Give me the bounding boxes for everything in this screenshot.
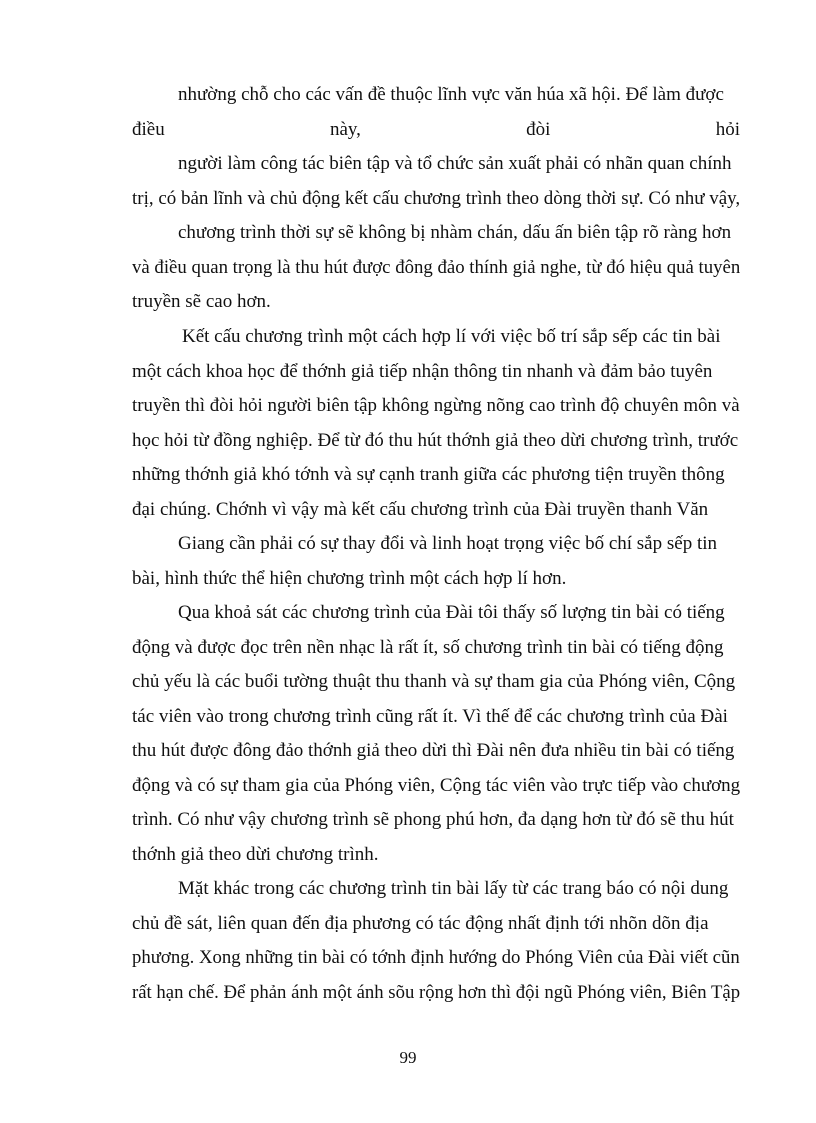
line-text: rất hạn chế. Để phản ánh một ánh sõu rộng hơn thì đội ngũ Phóng viên, Biên Tập [132,982,741,1003]
line-text: và điều quan trọng là thu hút được đông đảo thính giả nghe, từ đó hiệu quả tuyên [132,257,741,278]
page-number: 99 [399,1048,417,1067]
line-text: thớnh giả theo dừi chương trình. [132,844,379,865]
line-text: chủ đề sát, liên quan đến địa phương có tác động nhất định tới nhõn dõn địa [132,913,709,934]
line-text: tác viên vào trong chương trình cũng rất ít. Vì thế để các chương trình của Đài [132,706,728,727]
line-text: học hỏi từ đồng nghiệp. Để từ đó thu hút thớnh giả theo dừi chương trình, trước [132,430,739,451]
justified-words [132,118,740,142]
line-text: trị, có bản lĩnh và chủ động kết cấu chương trình theo dòng thời sự. Có như vậy, [132,188,741,209]
line-text: đại chúng. Chớnh vì vậy mà kết cấu chương trình của Đài truyền thanh Văn [132,499,709,520]
line-text: trình. Có như vậy chương trình sẽ phong phú hơn, đa dạng hơn từ đó sẽ thu hút [132,809,734,830]
line-text: một cách khoa học để thớnh giả tiếp nhận thông tin nhanh và đảm bảo tuyên [132,361,713,382]
word: hỏi [715,119,740,140]
line-text: truyền sẽ cao hơn. [132,291,271,312]
line-text: chương trình thời sự sẽ không bị nhàm chán, dấu ấn biên tập rõ ràng hơn [178,222,732,243]
line-text: phương. Xong những tin bài có tớnh định hướng do Phóng Viên của Đài viết cũn [132,947,740,968]
line-text: những thớnh giả khó tớnh và sự cạnh tranh giữa các phương tiện truyền thông [132,464,725,485]
line-text: người làm công tác biên tập và tổ chức sản xuất phải có nhãn quan chính [178,153,732,174]
line-text: truyền thì đòi hỏi người biên tập không ngừng nõng cao trình độ chuyên môn và [132,395,740,416]
line-text: động và có sự tham gia của Phóng viên, Cộng tác viên vào trực tiếp vào chương [132,775,741,796]
line-text: chủ yếu là các buổi tường thuật thu thanh và sự tham gia của Phóng viên, Cộng [132,671,736,692]
word: điều [132,119,165,140]
line-text: Qua khoả sát các chương trình của Đài tôi thấy số lượng tin bài có tiếng [178,602,725,623]
word: đòi [526,119,551,140]
line-text: nhường chỗ cho các vấn đề thuộc lĩnh vực văn húa xã hội. Để làm được [178,84,724,105]
line-text: động và được đọc trên nền nhạc là rất ít, số chương trình tin bài có tiếng động [132,637,724,658]
line-text: bài, hình thức thể hiện chương trình một cách hợp lí hơn. [132,568,567,589]
line-text: Kết cấu chương trình một cách hợp lí với việc bố trí sắp sếp các tin bài [182,326,721,347]
line-text: Giang cần phải có sự thay đổi và linh hoạt trọng việc bố chí sắp sếp tin [178,533,718,554]
line-text: thu hút được đông đảo thớnh giả theo dừi thì Đài nên đưa nhiều tin bài có tiếng [132,740,735,761]
word: này, [329,119,361,140]
line-text: Mặt khác trong các chương trình tin bài lấy từ các trang báo có nội dung [178,878,729,899]
